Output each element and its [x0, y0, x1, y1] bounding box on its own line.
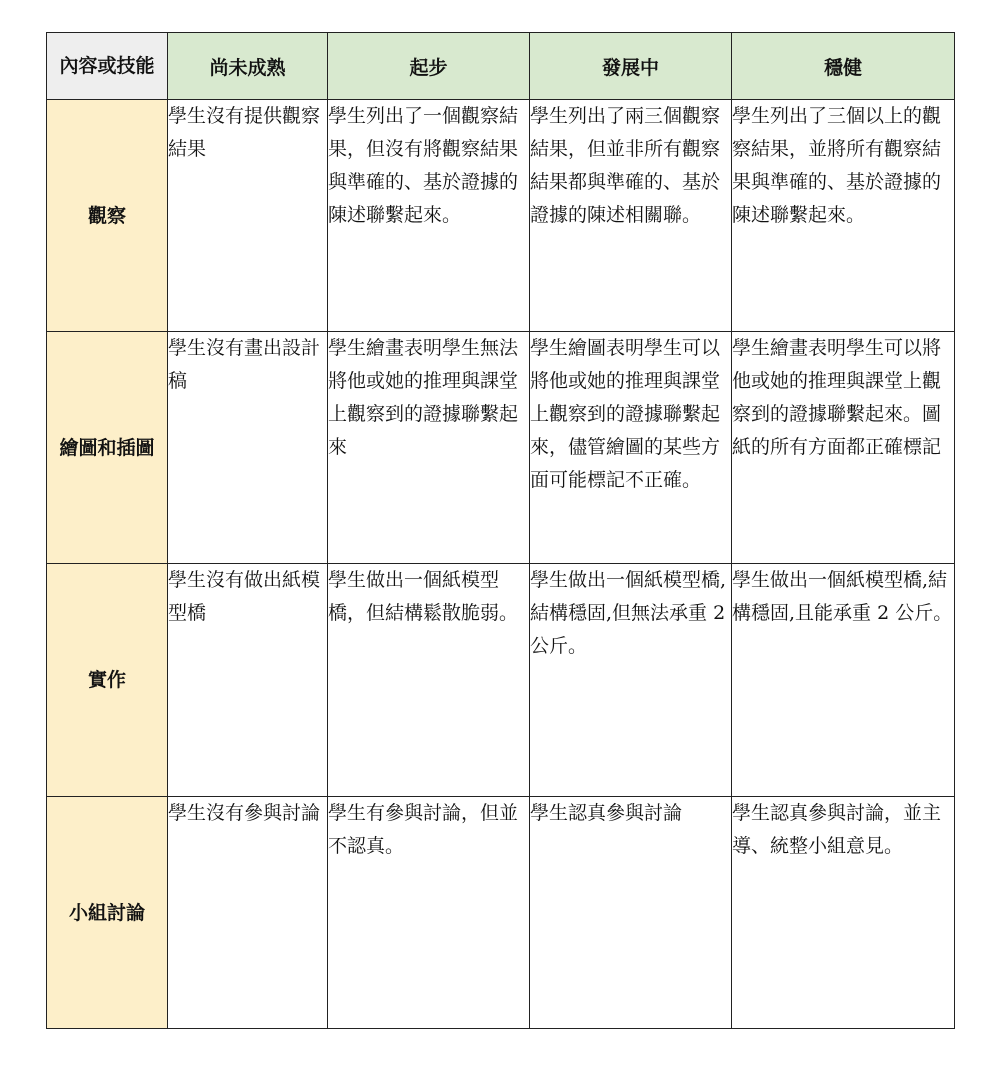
rubric-table: [46, 32, 955, 1029]
rubric-cell: 學生認真參與討論，並主導、統整小組意見。: [732, 797, 955, 1029]
rubric-row-observation: [47, 100, 955, 332]
rubric-cell: 學生做出一個紙模型橋,結構穩固,且能承重 2 公斤。: [732, 564, 955, 797]
header-row: [47, 33, 955, 100]
rubric-cell: 學生做出一個紙模型橋,結構穩固,但無法承重 2 公斤。: [530, 564, 732, 797]
level-header-proficient: 穩健: [732, 33, 955, 100]
rubric-row-group-discussion: [47, 797, 955, 1029]
level-header-emerging: 起步: [328, 33, 530, 100]
rubric-cell: 學生有參與討論，但並不認真。: [328, 797, 530, 1029]
level-header-beginning: 尚未成熟: [168, 33, 328, 100]
skill-label: 小組討論: [47, 797, 168, 1029]
rubric-cell: 學生列出了三個以上的觀察結果，並將所有觀察結果與準確的、基於證據的陳述聯繫起來。: [732, 100, 955, 332]
rubric-cell: 學生沒有提供觀察結果: [168, 100, 328, 332]
rubric-cell: 學生列出了一個觀察結果，但沒有將觀察結果與準確的、基於證據的陳述聯繫起來。: [328, 100, 530, 332]
rubric-cell: 學生做出一個紙模型橋，但結構鬆散脆弱。: [328, 564, 530, 797]
rubric-row-drawing: [47, 332, 955, 564]
corner-header: 內容或技能: [47, 33, 168, 100]
rubric-cell: 學生繪畫表明學生可以將他或她的推理與課堂上觀察到的證據聯繫起來。圖紙的所有方面都正確標記: [732, 332, 955, 564]
rubric-cell: 學生列出了兩三個觀察結果，但並非所有觀察結果都與準確的、基於證據的陳述相關聯。: [530, 100, 732, 332]
rubric-cell: 學生認真參與討論: [530, 797, 732, 1029]
rubric-cell: 學生繪畫表明學生無法將他或她的推理與課堂上觀察到的證據聯繫起來: [328, 332, 530, 564]
level-header-developing: 發展中: [530, 33, 732, 100]
rubric-cell: 學生繪圖表明學生可以將他或她的推理與課堂上觀察到的證據聯繫起來，儘管繪圖的某些方面可能標記不正確。: [530, 332, 732, 564]
rubric-cell: 學生沒有參與討論: [168, 797, 328, 1029]
skill-label: 繪圖和插圖: [47, 332, 168, 564]
rubric-cell: 學生沒有畫出設計稿: [168, 332, 328, 564]
rubric-cell: 學生沒有做出紙模型橋: [168, 564, 328, 797]
rubric-row-implementation: [47, 564, 955, 797]
skill-label: 觀察: [47, 100, 168, 332]
skill-label: 實作: [47, 564, 168, 797]
